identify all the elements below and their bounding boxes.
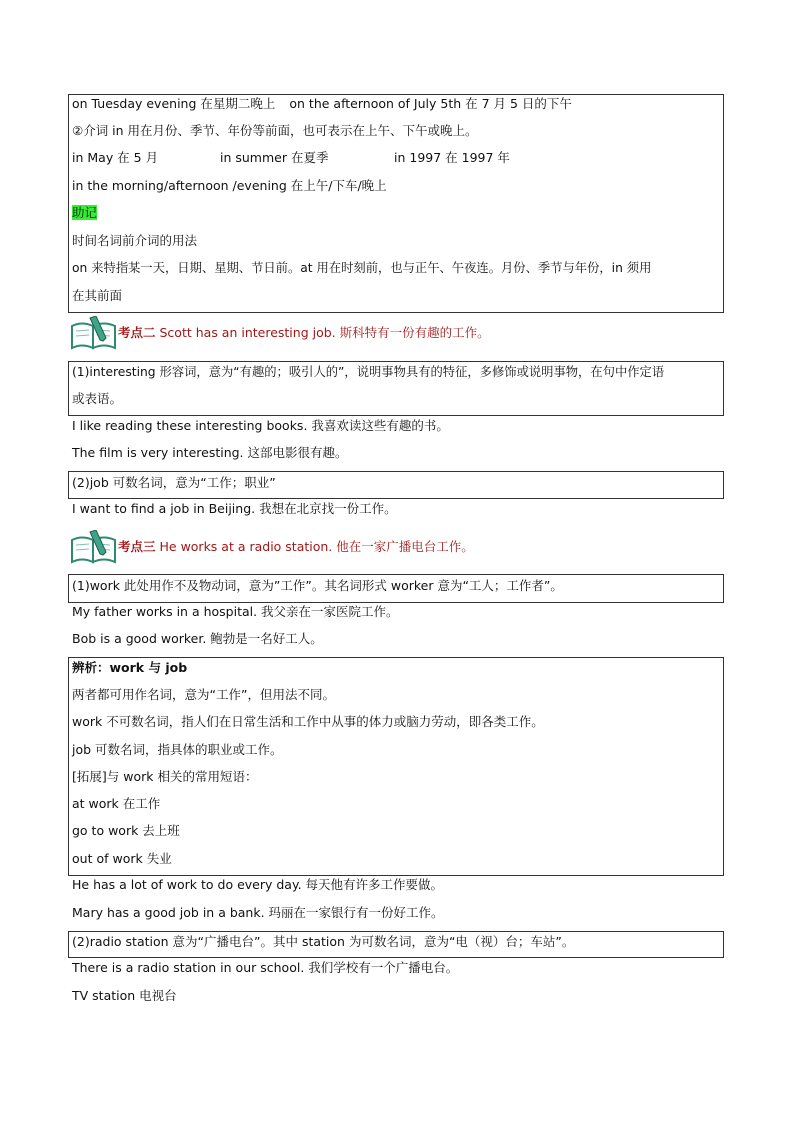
text-line: on 来特指某一天，日期、星期、节日前。at 用在时刻前，也与正午、午夜连。月份、季节与年份，in 须用 [72,261,652,275]
phrase: in 1997 在 1997 年 [394,150,510,165]
text-line: (2)radio station 意为“广播电台”。其中 station 为可数名词，意为“电（视）台；车站”。 [72,934,575,949]
text-line: go to work 去上班 [72,823,180,838]
text-line: (1)work 此处用作不及物动词，意为”工作”。其名词形式 worker 意为“工人；工作者”。 [72,578,563,593]
text-line: at work 在工作 [72,796,161,811]
example-sentence: Bob is a good worker. 鲍勃是一名好工人。 [72,631,323,646]
usage-box-comparison [68,657,724,876]
kaodian-label: 考点三 [118,539,156,554]
usage-box-work [68,574,724,603]
kaodian-label: 考点二 [118,325,156,340]
example-sentence: I want to find a job in Beijing. 我想在北京找一份工作。 [72,501,397,516]
mnemonic-label [72,204,97,222]
phrase: on the afternoon of July 5th 在 7 月 5 日的下午 [289,96,572,111]
usage-box-job [68,471,724,499]
kaodian-text: He works at a radio station. 他在一家广播电台工作。 [159,539,474,554]
usage-box-prepositions [68,94,724,313]
text-line: work 不可数名词，指人们在日常生活和工作中从事的体力或脑力劳动，即各类工作。 [72,714,544,729]
text-line: 时间名词前介词的用法 [72,233,198,248]
phrase: on Tuesday evening 在星期二晚上 [72,96,276,111]
text-line: 两者都可用作名词，意为“工作”，但用法不同。 [72,687,335,702]
text-line: out of work 失业 [72,851,172,866]
text-line: [拓展]与 work 相关的常用短语： [72,769,258,784]
example-sentence: TV station 电视台 [72,988,177,1003]
book-pen-icon [70,530,118,564]
usage-box-radio-station [68,931,724,958]
kaodian-text: Scott has an interesting job. 斯科特有一份有趣的工作。 [159,325,490,340]
usage-box-interesting [68,361,724,416]
example-sentence: My father works in a hospital. 我父亲在一家医院工作。 [72,604,399,619]
example-sentence: There is a radio station in our school. 我们学校有一个广播电台。 [72,960,459,975]
example-sentence: The film is very interesting. 这部电影很有趣。 [72,445,348,460]
example-sentence: He has a lot of work to do every day. 每天他有许多工作要做。 [72,877,444,892]
kaodian-title [118,538,474,556]
phrase: in May 在 5 月 [72,150,159,165]
text-line: 在其前面 [72,288,123,303]
text-line [72,149,722,167]
highlight: 助记 [72,205,98,220]
phrase: in summer 在夏季 [220,150,329,165]
comparison-title: 辨析：work 与 job [72,660,188,675]
text-line: in the morning/afternoon /evening 在上午/下车/晚上 [72,178,387,193]
kaodian-title [118,324,490,342]
text-line: job 可数名词，指具体的职业或工作。 [72,742,283,757]
text-line: (2)job 可数名词，意为“工作；职业” [72,475,276,490]
book-pen-icon [70,316,118,350]
text-line: 或表语。 [72,391,123,406]
text-line: (1)interesting 形容词，意为“有趣的；吸引人的”，说明事物具有的特征，多修饰或说明事物，在句中作定语 [72,365,665,379]
text-line: ②介词 in 用在月份、季节、年份等前面，也可表示在上午、下午或晚上。 [72,123,478,138]
text-line [72,95,572,113]
example-sentence: I like reading these interesting books. 我喜欢读这些有趣的书。 [72,418,449,433]
example-sentence: Mary has a good job in a bank. 玛丽在一家银行有一份好工作。 [72,905,444,920]
